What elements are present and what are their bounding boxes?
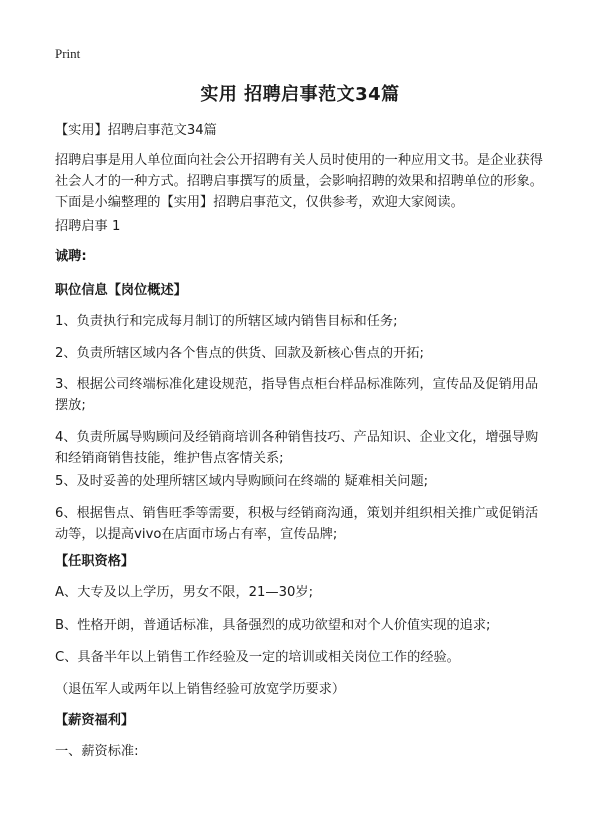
duty-item: 2、负责所辖区域内各个售点的供货、回款及新核心售点的开拓; [55, 346, 424, 361]
print-label: Print [55, 46, 81, 61]
salary-label: 一、薪资标准: [55, 744, 139, 759]
section-label: 招聘启事 1 [55, 219, 121, 234]
requirement-item: C、具备半年以上销售工作经验及一定的培训或相关岗位工作的经验。 [55, 650, 460, 665]
duty-item: 5、及时妥善的处理所辖区域内导购顾问在终端的 疑难相关问题; [55, 474, 429, 489]
duty-item: 6、根据售点、销售旺季等需要，积极与经销商沟通，策划并组织相关推广或促销活动等，以提高vivo在店面市场占有率，宣传品牌; [55, 506, 539, 542]
requirement-item: B、性格开朗，普通话标准，具备强烈的成功欲望和对个人价值实现的追求; [55, 618, 491, 633]
requirement-item: A、大专及以上学历，男女不限，21—30岁; [55, 585, 314, 600]
note-text: （退伍军人或两年以上销售经验可放宽学历要求） [55, 682, 346, 697]
duty-item: 3、根据公司终端标准化建设规范，指导售点柜台样品标准陈列，宣传品及促销用品摆放; [55, 377, 539, 413]
document-subtitle: 【实用】招聘启事范文34篇 [55, 123, 217, 138]
duty-item: 4、负责所属导购顾问及经销商培训各种销售技巧、产品知识、企业文化，增强导购和经销商销售技能，维护售点客情关系; [55, 430, 539, 466]
requirements-heading: 【任职资格】 [55, 554, 135, 569]
duty-item: 1、负责执行和完成每月制订的所辖区域内销售目标和任务; [55, 314, 398, 329]
benefits-heading: 【薪资福利】 [55, 713, 135, 728]
document-title: 实用 招聘启事范文34篇 [200, 84, 400, 105]
intro-paragraph: 招聘启事是用人单位面向社会公开招聘有关人员时使用的一种应用文书。是企业获得社会人才的一种方式。招聘启事撰写的质量，会影响招聘的效果和招聘单位的形象。下面是小编整理的【实用】招聘启事范文，仅供参考，欢迎大家阅读。 [55, 153, 543, 210]
greeting: 诚聘: [55, 249, 87, 264]
job-info-heading: 职位信息【岗位概述】 [55, 283, 187, 298]
